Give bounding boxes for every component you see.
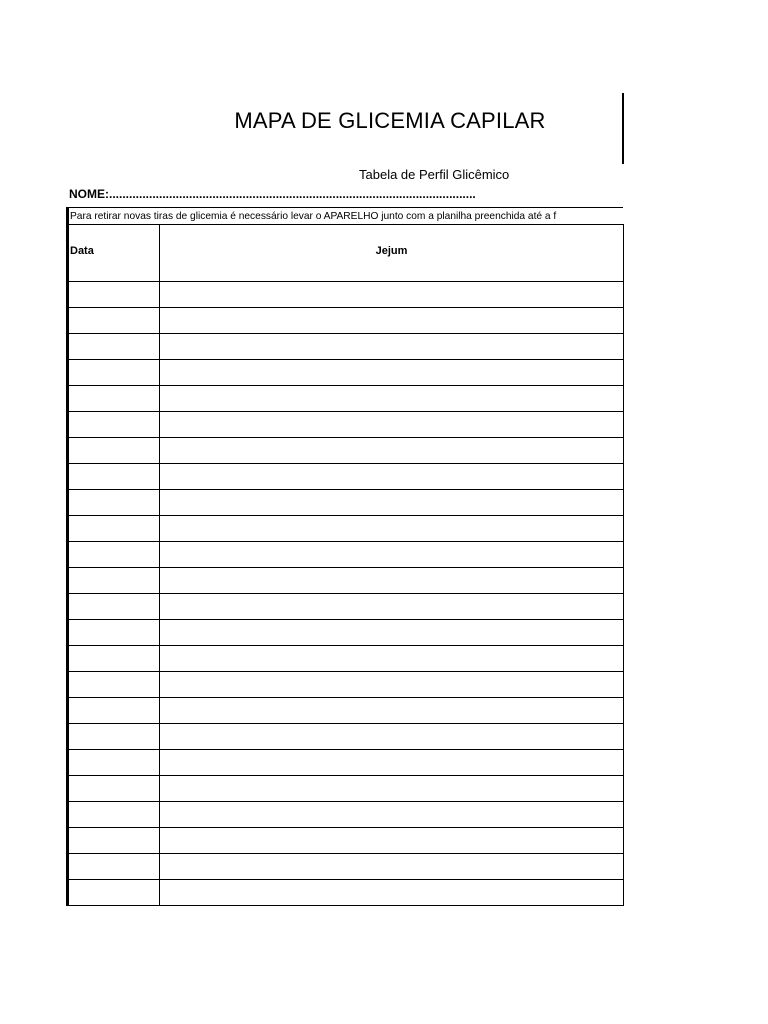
table-row: [69, 698, 624, 724]
table-row: [69, 412, 624, 438]
table-row: [69, 802, 624, 828]
date-cell[interactable]: [69, 594, 160, 619]
table-row: [69, 854, 624, 880]
date-cell[interactable]: [69, 620, 160, 645]
date-cell[interactable]: [69, 464, 160, 489]
jejum-cell[interactable]: [160, 724, 624, 749]
table-header-row: [69, 225, 624, 282]
table-row: [69, 516, 624, 542]
table-row: [69, 438, 624, 464]
jejum-cell[interactable]: [160, 334, 624, 359]
jejum-cell[interactable]: [160, 464, 624, 489]
table-row: [69, 828, 624, 854]
jejum-cell[interactable]: [160, 880, 624, 905]
table-row: [69, 750, 624, 776]
date-cell[interactable]: [69, 490, 160, 515]
date-cell[interactable]: [69, 672, 160, 697]
table-subtitle: Tabela de Perfil Glicêmico: [359, 167, 510, 182]
jejum-cell[interactable]: [160, 698, 624, 723]
name-field[interactable]: NOME:..............................................................................................................: [69, 187, 476, 201]
date-cell[interactable]: [69, 308, 160, 333]
date-cell[interactable]: [69, 646, 160, 671]
date-cell[interactable]: [69, 542, 160, 567]
date-cell[interactable]: [69, 438, 160, 463]
glycemia-table: [66, 224, 624, 906]
table-row: [69, 282, 624, 308]
jejum-cell[interactable]: [160, 386, 624, 411]
table-row: [69, 880, 624, 906]
date-cell[interactable]: [69, 698, 160, 723]
date-cell[interactable]: [69, 282, 160, 307]
table-row: [69, 334, 624, 360]
jejum-cell[interactable]: [160, 854, 624, 879]
table-row: [69, 386, 624, 412]
jejum-cell[interactable]: [160, 672, 624, 697]
date-cell[interactable]: [69, 412, 160, 437]
date-cell[interactable]: [69, 334, 160, 359]
jejum-cell[interactable]: [160, 802, 624, 827]
table-row: [69, 360, 624, 386]
notice-text: Para retirar novas tiras de glicemia é necessário levar o APARELHO junto com a planilha preenchida até a f: [66, 207, 623, 224]
jejum-cell[interactable]: [160, 542, 624, 567]
jejum-cell[interactable]: [160, 282, 624, 307]
table-row: [69, 672, 624, 698]
table-row: [69, 620, 624, 646]
date-cell[interactable]: [69, 516, 160, 541]
date-cell[interactable]: [69, 750, 160, 775]
jejum-cell[interactable]: [160, 646, 624, 671]
table-row: [69, 490, 624, 516]
column-header-jejum: Jejum: [160, 225, 624, 281]
jejum-cell[interactable]: [160, 308, 624, 333]
table-row: [69, 308, 624, 334]
column-header-data: Data: [69, 225, 160, 281]
table-row: [69, 594, 624, 620]
jejum-cell[interactable]: [160, 568, 624, 593]
jejum-cell[interactable]: [160, 360, 624, 385]
date-cell[interactable]: [69, 360, 160, 385]
date-cell[interactable]: [69, 776, 160, 801]
jejum-cell[interactable]: [160, 438, 624, 463]
jejum-cell[interactable]: [160, 516, 624, 541]
date-cell[interactable]: [69, 386, 160, 411]
jejum-cell[interactable]: [160, 490, 624, 515]
jejum-cell[interactable]: [160, 620, 624, 645]
date-cell[interactable]: [69, 802, 160, 827]
date-cell[interactable]: [69, 854, 160, 879]
jejum-cell[interactable]: [160, 776, 624, 801]
table-row: [69, 724, 624, 750]
page-title: MAPA DE GLICEMIA CAPILAR: [234, 108, 546, 133]
jejum-cell[interactable]: [160, 828, 624, 853]
table-row: [69, 568, 624, 594]
date-cell[interactable]: [69, 724, 160, 749]
table-row: [69, 776, 624, 802]
date-cell[interactable]: [69, 568, 160, 593]
jejum-cell[interactable]: [160, 412, 624, 437]
date-cell[interactable]: [69, 828, 160, 853]
jejum-cell[interactable]: [160, 594, 624, 619]
jejum-cell[interactable]: [160, 750, 624, 775]
table-row: [69, 542, 624, 568]
table-row: [69, 464, 624, 490]
date-cell[interactable]: [69, 880, 160, 905]
table-row: [69, 646, 624, 672]
